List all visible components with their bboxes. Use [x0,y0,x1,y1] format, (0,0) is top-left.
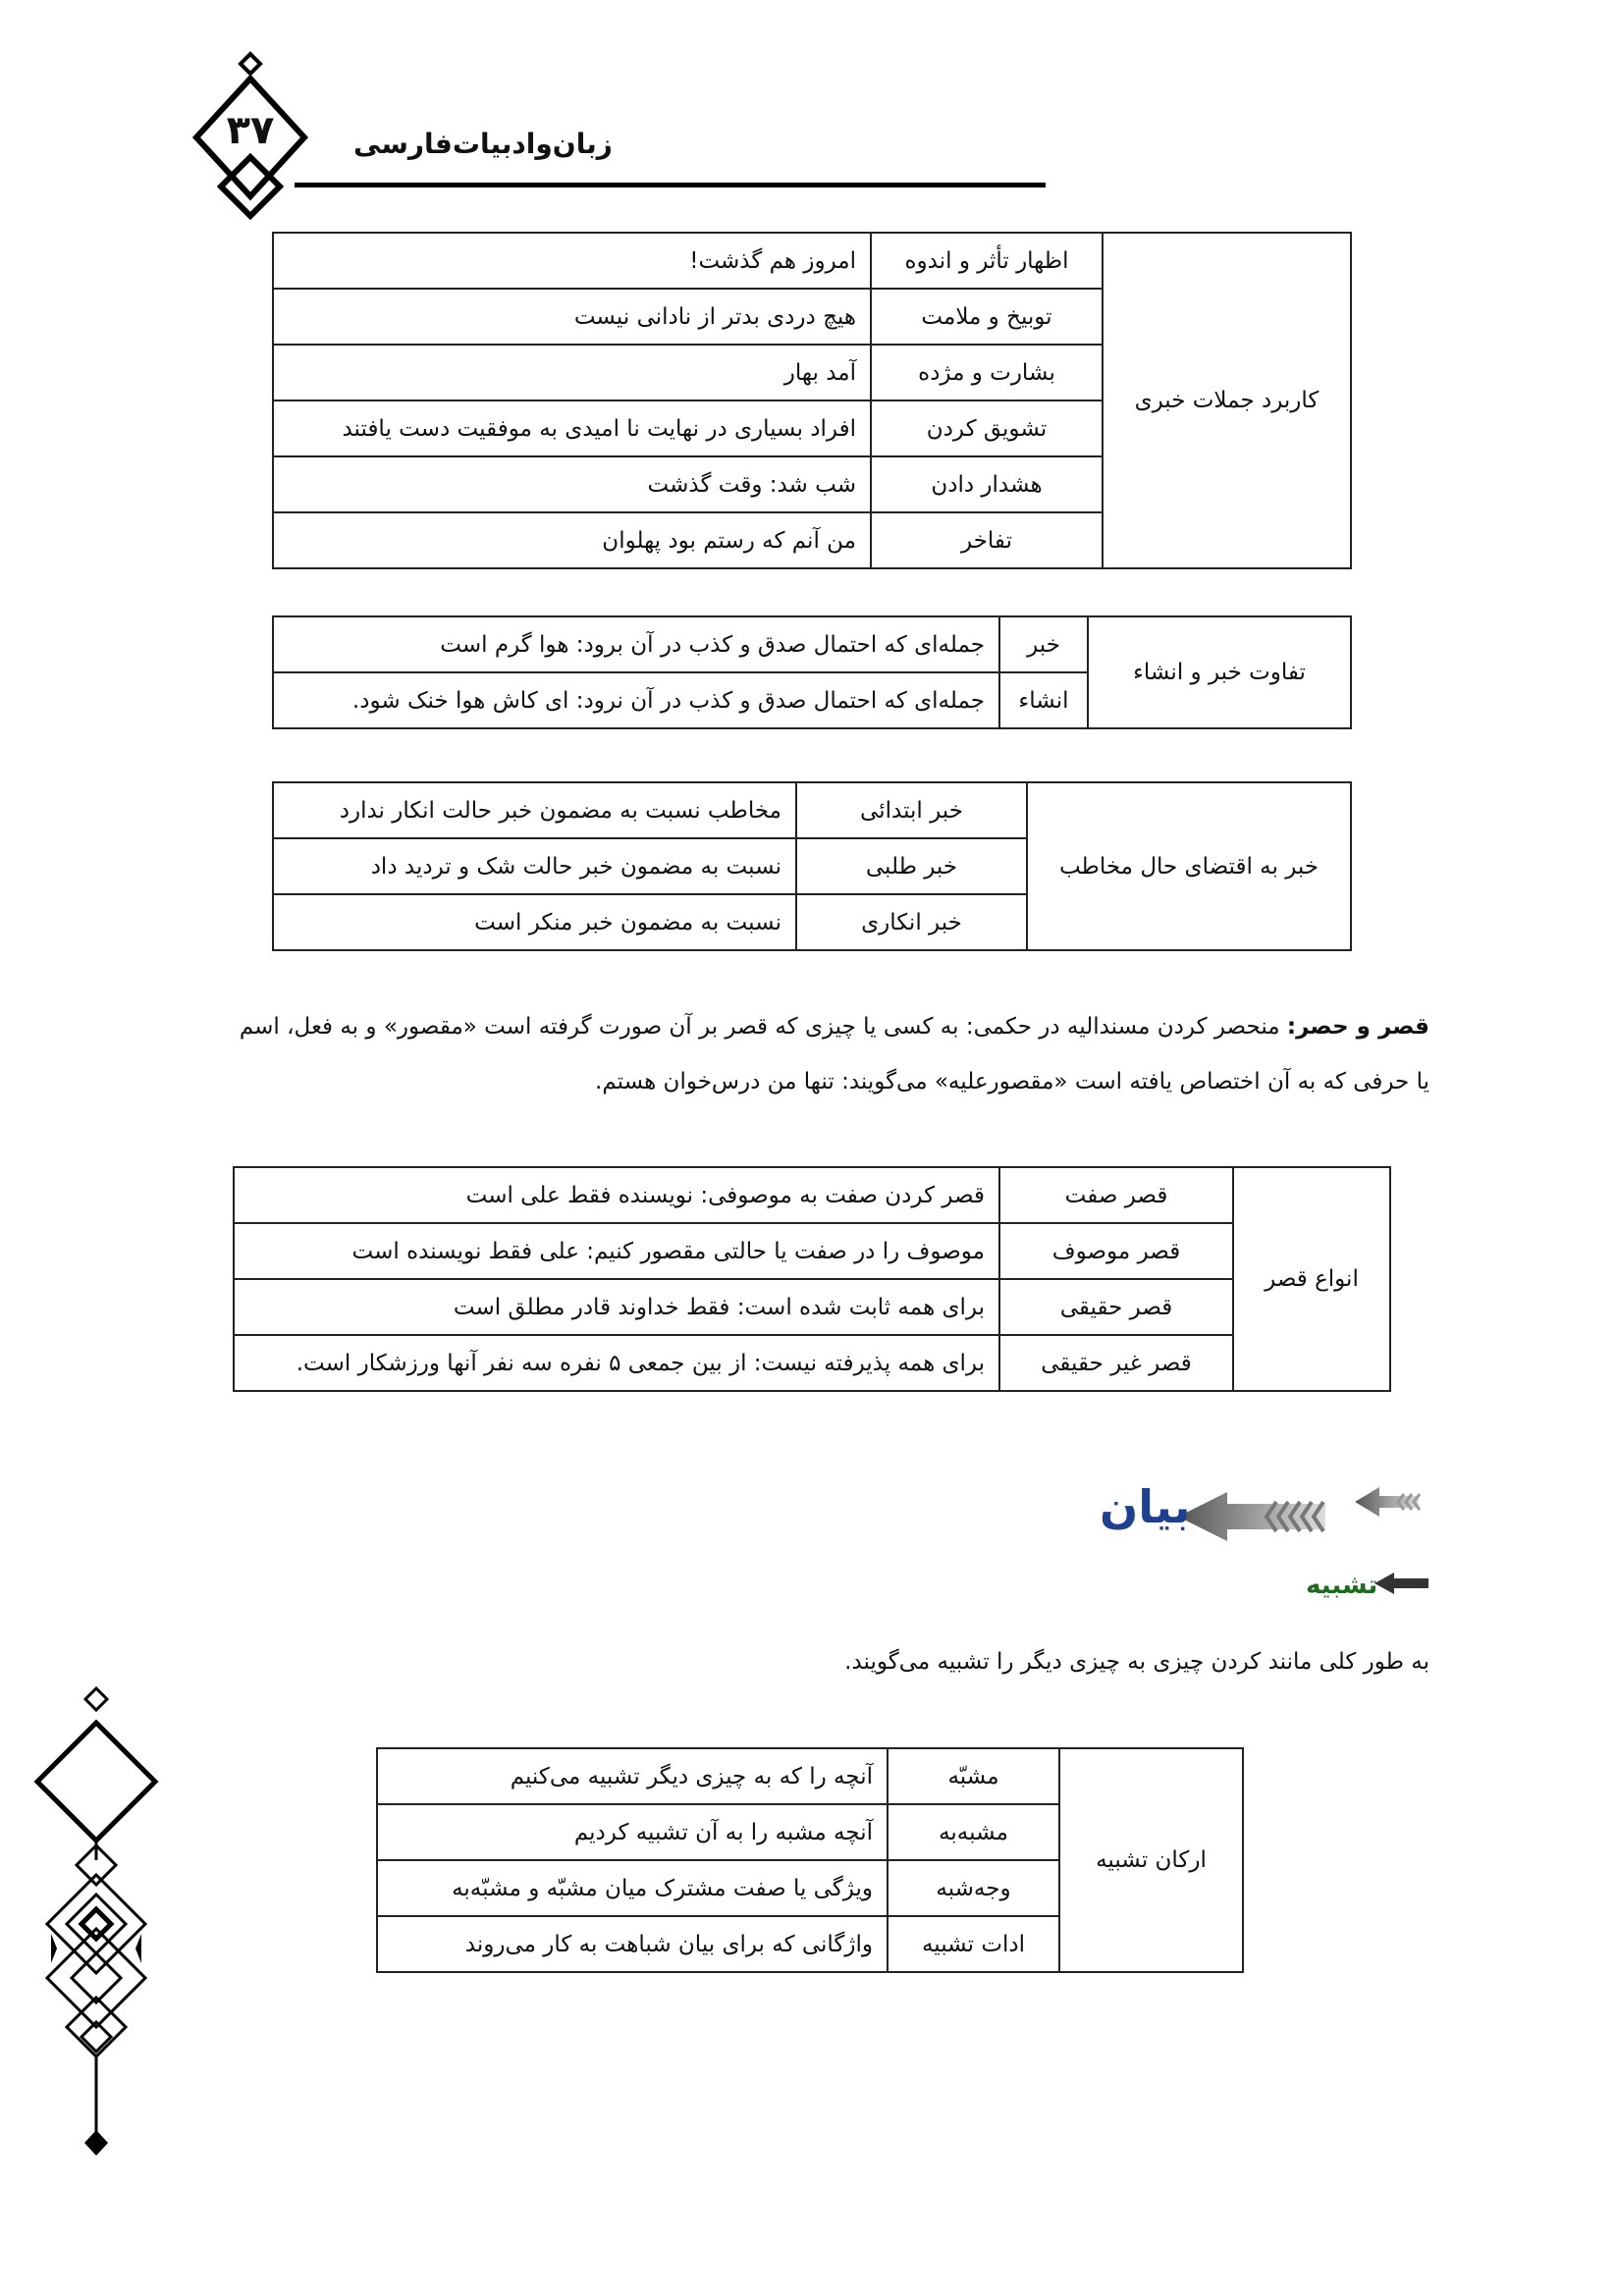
qasr-line-1 [153,999,1429,1054]
tashbih-element: ادات تشبیه [888,1916,1059,1972]
qasr-type: قصر غیر حقیقی [999,1335,1233,1391]
usage-type: توبیخ و ملامت [871,289,1103,345]
header-rule [295,183,1046,187]
khabar-type: خبر ابتدائی [796,782,1027,838]
tashbih-element: مشبه‌به [888,1804,1059,1860]
qasr-desc: برای همه پذیرفته نیست: از بین جمعی ۵ نفره سه نفر آنها ورزشکار است. [234,1335,999,1391]
usage-type: تفاخر [871,512,1103,568]
qasr-type: قصر صفت [999,1167,1233,1223]
tashbih-element: مشبّه [888,1748,1059,1804]
qasr-type: قصر حقیقی [999,1279,1233,1335]
tashbih-element-desc: آنچه مشبه را به آن تشبیه کردیم [377,1804,888,1860]
usage-example: من آنم که رستم بود پهلوان [273,512,871,568]
decorative-ornament [29,1683,167,2164]
qasr-paragraph [153,999,1429,1109]
khabar-type: خبر طلبی [796,838,1027,894]
qasr-desc: برای همه ثابت شده است: فقط خداوند قادر مطلق است [234,1279,999,1335]
sentence-type: انشاء [999,672,1088,728]
usage-example: شب شد: وقت گذشت [273,456,871,512]
tashbih-elements-category: ارکان تشبیه [1059,1748,1243,1972]
khabar-insha-table [272,615,1352,729]
audience-khabar-table [272,781,1352,951]
tashbih-element: وجه‌شبه [888,1860,1059,1916]
tashbih-definition: به طور کلی مانند کردن چیزی به چیزی دیگر را تشبیه می‌گویند. [844,1649,1429,1675]
khabar-desc: نسبت به مضمون خبر حالت شک و تردید داد [273,838,796,894]
usage-example: آمد بهار [273,345,871,400]
usage-example: امروز هم گذشت! [273,233,871,289]
usage-type: اظهار تأثر و اندوه [871,233,1103,289]
khabar-desc: مخاطب نسبت به مضمون خبر حالت انکار ندارد [273,782,796,838]
qasr-term: قصر و حصر: [1286,1014,1429,1040]
page-number: ۳۷ [226,108,275,153]
subsection-arrow-icon [1370,1569,1433,1598]
audience-khabar-category: خبر به اقتضای حال مخاطب [1027,782,1351,950]
qasr-text-1: منحصر کردن مسندالیه در حکمی: به کسی یا چیزی که قصر بر آن صورت گرفته است «مقصور» و به فعل، اسم [239,1014,1287,1040]
tashbih-element-desc: آنچه را که به چیزی دیگر تشبیه می‌کنیم [377,1748,888,1804]
qasr-types-table [233,1166,1391,1392]
qasr-type: قصر موصوف [999,1223,1233,1279]
qasr-desc: موصوف را در صفت یا حالتی مقصور کنیم: علی فقط نویسنده است [234,1223,999,1279]
usage-type: تشویق کردن [871,400,1103,456]
tashbih-elements-table [376,1747,1244,1973]
section-title: بیان [1100,1480,1191,1533]
subsection-title: تشبیه [1306,1571,1378,1600]
sentence-desc: جمله‌ای که احتمال صدق و کذب در آن نرود: ای کاش هوا خنک شود. [273,672,999,728]
usage-category: کاربرد جملات خبری [1103,233,1351,568]
khabar-desc: نسبت به مضمون خبر منکر است [273,894,796,950]
usage-table [272,232,1352,569]
tashbih-element-desc: واژگانی که برای بیان شباهت به کار می‌روند [377,1916,888,1972]
qasr-desc: قصر کردن صفت به موصوفی: نویسنده فقط علی است [234,1167,999,1223]
usage-example: افراد بسیاری در نهایت نا امیدی به موفقیت دست یافتند [273,400,871,456]
usage-type: بشارت و مژده [871,345,1103,400]
sentence-desc: جمله‌ای که احتمال صدق و کذب در آن برود: هوا گرم است [273,616,999,672]
tashbih-element-desc: ویژگی یا صفت مشترک میان مشبّه و مشبّه‌به [377,1860,888,1916]
usage-type: هشدار دادن [871,456,1103,512]
book-title: زبان‌و‌ادبیات‌فارسی [353,128,613,160]
qasr-line-2: یا حرفی که به آن اختصاص یافته است «مقصورعلیه» می‌گویند: تنها من درس‌خوان هستم. [595,1069,1429,1095]
usage-example: هیچ دردی بدتر از نادانی نیست [273,289,871,345]
khabar-insha-category: تفاوت خبر و انشاء [1088,616,1351,728]
sentence-type: خبر [999,616,1088,672]
khabar-type: خبر انکاری [796,894,1027,950]
section-arrow-icon [1168,1472,1433,1551]
qasr-types-category: انواع قصر [1233,1167,1390,1391]
